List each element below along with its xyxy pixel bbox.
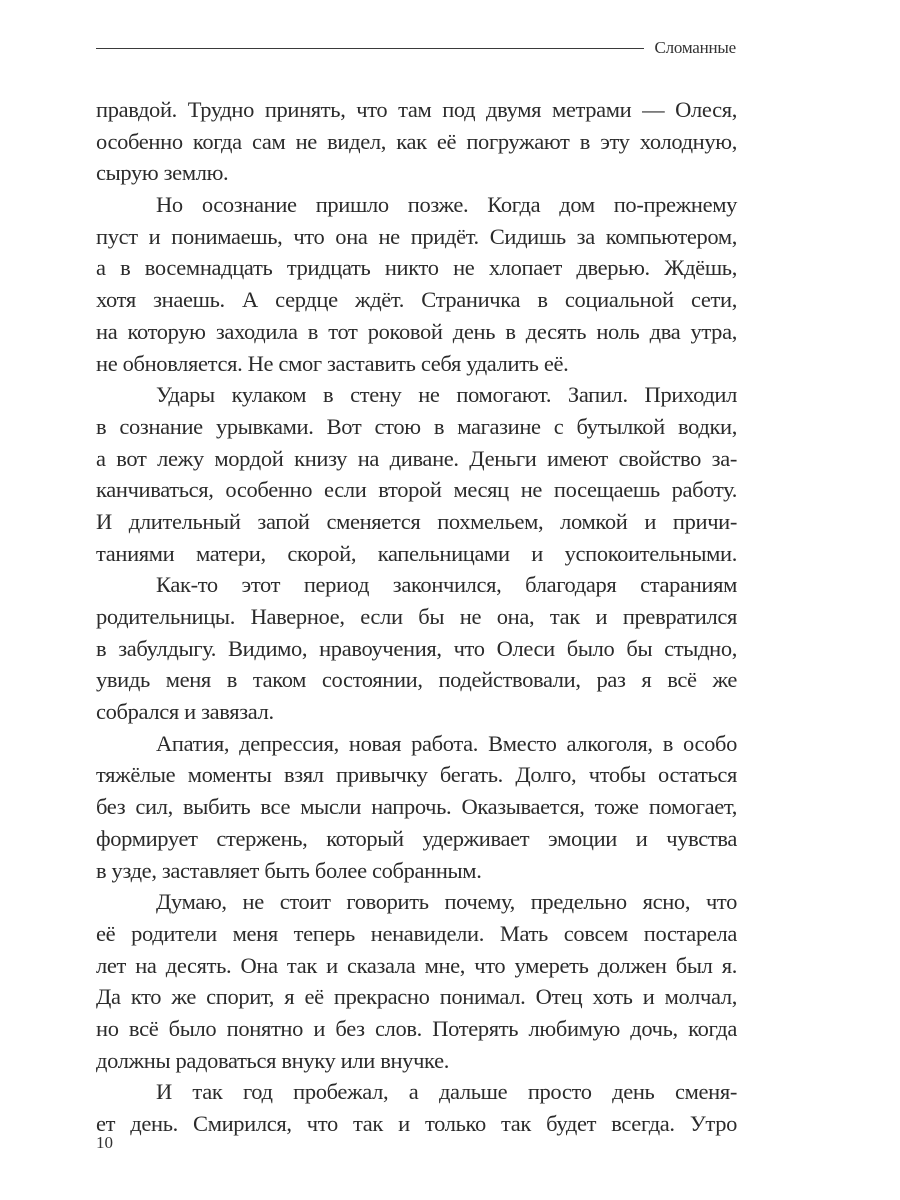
paragraph-first-line: И так год пробежал, а дальше просто день сменя- bbox=[156, 1079, 737, 1105]
running-title: Сломанные bbox=[654, 38, 736, 57]
text-line: в забулдыгу. Видимо, нравоучения, что Олеси было бы стыдно, bbox=[96, 635, 737, 661]
text-line: ет день. Смирился, что так и только так будет всегда. Утро bbox=[96, 1111, 737, 1136]
paragraph-first-line: Как-то этот период закончился, благодаря стараниям bbox=[156, 572, 737, 598]
text-line: И длительный запой сменяется похмельем, ломкой и причи- bbox=[96, 508, 737, 534]
paragraph-first-line: Апатия, депрессия, новая работа. Вместо алкоголя, в особо bbox=[156, 730, 737, 756]
paragraph-first-line: Думаю, не стоит говорить почему, предельно ясно, что bbox=[156, 889, 737, 915]
text-line: в узде, заставляет быть более собранным. bbox=[96, 857, 482, 883]
text-line: её родители меня теперь ненавидели. Мать совсем постарела bbox=[96, 920, 737, 946]
text-line: в сознание урывками. Вот стою в магазине с бутылкой водки, bbox=[96, 413, 737, 439]
body-text bbox=[96, 94, 737, 1140]
text-line: формирует стержень, который удерживает эмоции и чувства bbox=[96, 825, 737, 851]
page-number: 10 bbox=[96, 1133, 113, 1152]
text-line: а вот лежу мордой книзу на диване. Деньги имеют свойство за- bbox=[96, 445, 737, 471]
paragraph-first-line: Но осознание пришло позже. Когда дом по-прежнему bbox=[156, 192, 737, 218]
text-line: канчиваться, особенно если второй месяц не посещаешь работу. bbox=[96, 477, 737, 503]
text-line: но всё было понятно и без слов. Потерять любимую дочь, когда bbox=[96, 1015, 737, 1041]
text-line: на которую заходила в тот роковой день в десять ноль два утра, bbox=[96, 318, 737, 344]
text-line: лет на десять. Она так и сказала мне, что умереть должен был я. bbox=[96, 952, 737, 978]
text-line: родительницы. Наверное, если бы не она, так и превратился bbox=[96, 604, 737, 629]
text-line: увидь меня в таком состоянии, подействовали, раз я всё же bbox=[96, 667, 737, 693]
text-line: Да кто же спорит, я её прекрасно понимал. Отец хоть и молчал, bbox=[96, 984, 737, 1010]
text-line: должны радоваться внуку или внучке. bbox=[96, 1047, 449, 1073]
text-line: сырую землю. bbox=[96, 160, 229, 186]
text-line: собрался и завязал. bbox=[96, 699, 274, 725]
text-line: пуст и понимаешь, что она не придёт. Сидишь за компьютером, bbox=[96, 223, 737, 249]
text-line: без сил, выбить все мысли напрочь. Оказывается, тоже помогает, bbox=[96, 794, 737, 820]
running-head bbox=[96, 36, 736, 60]
text-line: тяжёлые моменты взял привычку бегать. Долго, чтобы остаться bbox=[96, 762, 737, 788]
header-rule-divider bbox=[96, 48, 644, 49]
text-line: хотя знаешь. А сердце ждёт. Страничка в социальной сети, bbox=[96, 287, 737, 313]
text-line: таниями матери, скорой, капельницами и успокоительными. bbox=[96, 540, 737, 566]
text-line: правдой. Трудно принять, что там под двумя метрами — Олеся, bbox=[96, 97, 737, 122]
text-line: особенно когда сам не видел, как её погружают в эту холодную, bbox=[96, 128, 737, 154]
text-line: не обновляется. Не смог заставить себя удалить её. bbox=[96, 350, 569, 376]
paragraph-first-line: Удары кулаком в стену не помогают. Запил. Приходил bbox=[156, 382, 737, 408]
text-line: а в восемнадцать тридцать никто не хлопает дверью. Ждёшь, bbox=[96, 255, 737, 281]
